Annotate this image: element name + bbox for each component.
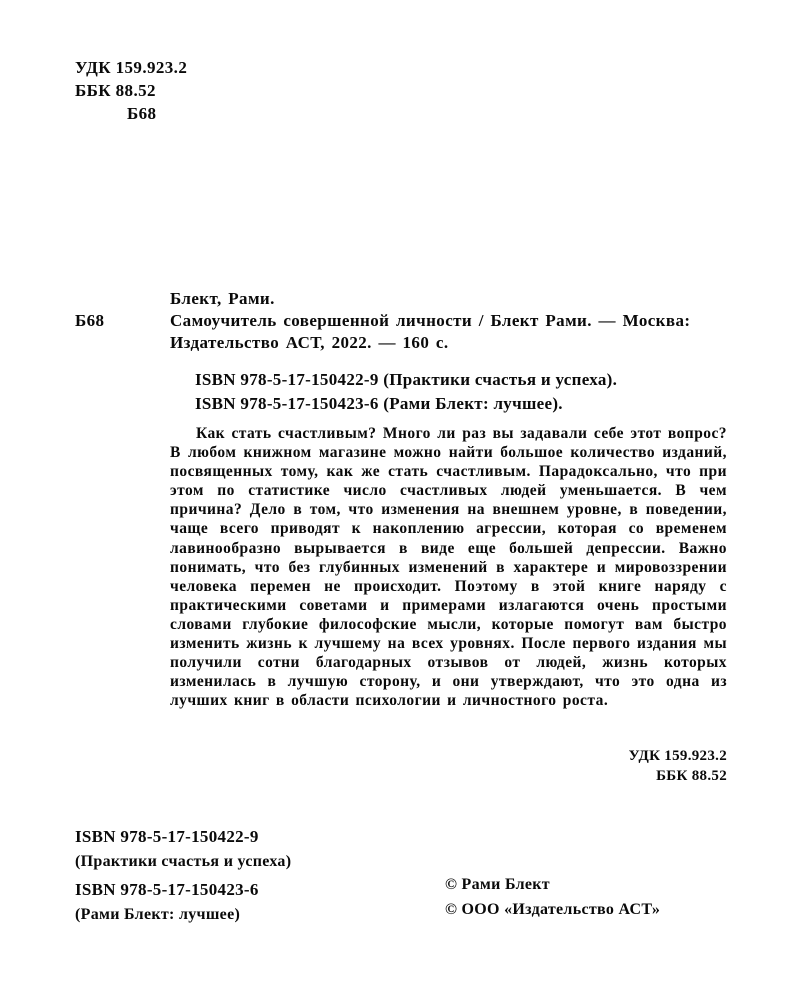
classification-footer xyxy=(629,746,727,786)
catalog-description: Самоучитель совершенной личности / Блект Рами. — Москва: Издательство АСТ, 2022. — 160 с. xyxy=(170,311,691,352)
udk-number: УДК 159.923.2 xyxy=(75,58,188,77)
series-name: (Практики счастья и успеха) xyxy=(75,853,292,870)
isbn-line: ISBN 978-5-17-150422-9 (Практики счастья и успеха). xyxy=(195,370,618,389)
copyright-line: © Рами Блект xyxy=(445,876,550,893)
copyright-block xyxy=(445,872,660,922)
classification-header xyxy=(75,56,187,125)
series-name: (Рами Блект: лучшее) xyxy=(75,906,241,923)
catalog-margin-code: Б68 xyxy=(75,311,105,330)
bbk-number: ББК 88.52 xyxy=(656,768,727,784)
catalog-entry xyxy=(75,288,732,354)
bbk-number: ББК 88.52 xyxy=(75,81,156,100)
isbn-line: ISBN 978-5-17-150423-6 (Рами Блект: лучшее). xyxy=(195,394,563,413)
footer-isbn-block xyxy=(75,824,291,927)
isbn-block xyxy=(195,368,617,416)
isbn-number: ISBN 978-5-17-150423-6 xyxy=(75,880,259,899)
catalog-author: Блект, Рами. xyxy=(170,289,275,308)
isbn-number: ISBN 978-5-17-150422-9 xyxy=(75,827,259,846)
author-code: Б68 xyxy=(127,104,157,123)
udk-number: УДК 159.923.2 xyxy=(628,748,727,764)
annotation-text: Как стать счастливым? Много ли раз вы задавали себе этот вопрос? В любом книжном магазине можно найти большое количество изданий, посвященных тому, как же стать счастливым. Парадоксально, что при этом по статистике число счастливых людей уменьшается. В чем причина? Дело в том, что изменения на внешнем уровне, в поведении, чаще всего приводят к накоплению агрессии, которая со временем лавинообразно вырывается в виде еще большей депрессии. Важно понимать, что без глубинных изменений в характере и мировоззрении человека перемен не происходит. Поэтому в этой книге наряду с практическими советами и примерами излагаются очень простыми словами глубокие философские мысли, которые помогут вам быстро изменить жизнь к лучшему на всех уровнях. После первого издания мы получили сотни благодарных отзывов от людей, жизнь которых изменилась в лучшую сторону, и они утверждают, что это одна из лучших книг в области психологии и личностного роста. xyxy=(170,425,727,710)
copyright-line: © ООО «Издательство АСТ» xyxy=(445,901,661,918)
